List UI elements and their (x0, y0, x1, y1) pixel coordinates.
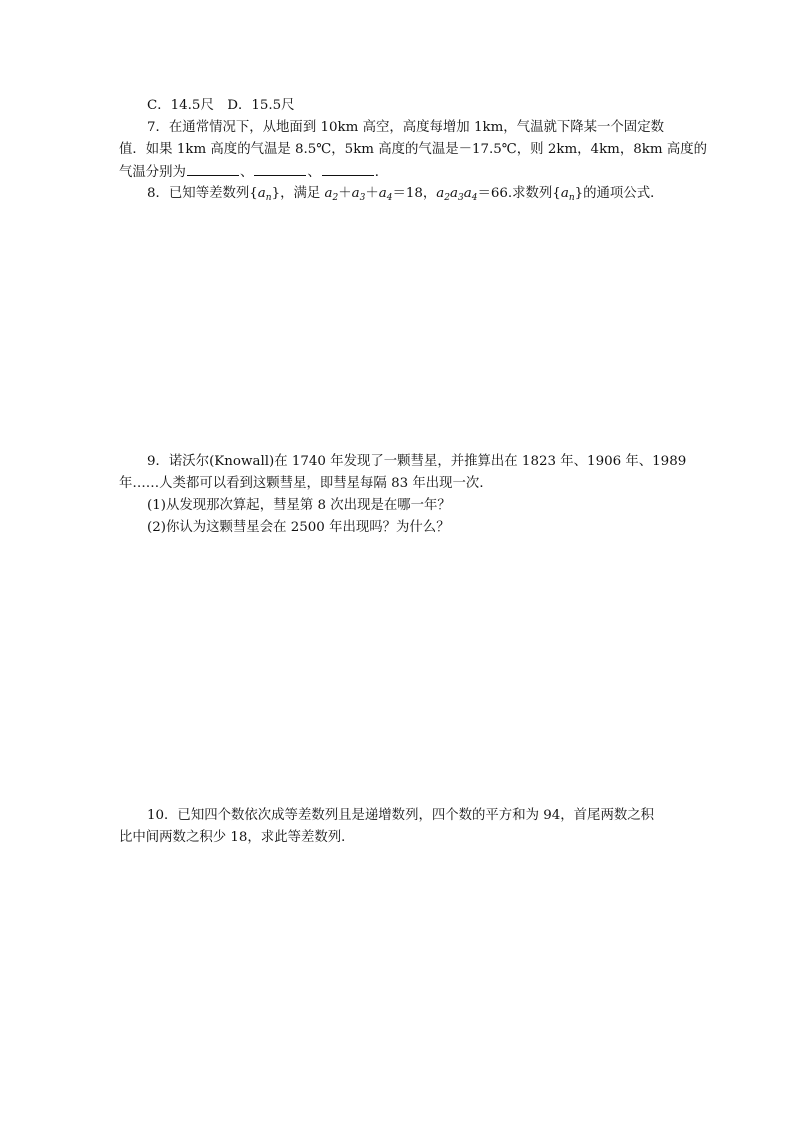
q8-mid: }，满足 (271, 186, 325, 201)
q7-line-1: 7．在通常情况下，从地面到 10km 高空，高度每增加 1km，气温就下降某一个固定数 (147, 120, 664, 135)
q8-prefix: 8．已知等差数列{ (147, 186, 258, 201)
sub-n: n (568, 193, 575, 203)
sub-4: 4 (386, 193, 393, 203)
q10-line-2: 比中间两数之积少 18，求此等差数列． (119, 830, 355, 845)
sub-3: 3 (359, 193, 366, 203)
q8-suffix: }的通项公式． (574, 186, 664, 201)
q6-options-cd: C．14.5尺 D．15.5尺 (147, 98, 295, 113)
plus-sign: ＋ (365, 186, 379, 201)
sub-2: 2 (332, 193, 339, 203)
answer-blank-2 (254, 162, 306, 176)
var-a: a (351, 186, 360, 201)
var-a: a (450, 186, 458, 201)
var-a: a (463, 186, 472, 201)
separator-1: 、 (239, 165, 254, 180)
q9-part-2: (2)你认为这颗彗星会在 2500 年出现吗？为什么？ (147, 520, 450, 535)
q10-line-1: 10．已知四个数依次成等差数列且是递增数列，四个数的平方和为 94，首尾两数之积 (147, 808, 655, 823)
sub-3: 3 (457, 193, 464, 203)
var-a: a (560, 186, 569, 201)
q9-part-1: (1)从发现那次算起，彗星第 8 次出现是在哪一年？ (147, 498, 451, 513)
answer-blank-3 (322, 162, 374, 176)
q8-eq18: ＝18， (392, 186, 437, 201)
q7-line-2: 值．如果 1km 高度的气温是 8.5℃，5km 高度的气温是－17.5℃，则 2km，4km，8km 高度的 (119, 142, 708, 157)
sub-4: 4 (471, 193, 478, 203)
q9-line-1: 9．诺沃尔(Knowall)在 1740 年发现了一颗彗星，并推算出在 1823 年、1906 年、1989 (147, 454, 687, 469)
answer-blank-1 (187, 162, 239, 176)
q9-line-2: 年……人类都可以看到这颗彗星，即彗星每隔 83 年出现一次． (119, 476, 493, 491)
sub-2: 2 (444, 193, 450, 203)
q7-line-3 (119, 162, 388, 183)
sub-n: n (265, 193, 272, 203)
var-a: a (436, 186, 445, 201)
var-a: a (378, 186, 387, 201)
q7-line-3-prefix: 气温分别为 (119, 165, 186, 180)
plus-sign: ＋ (338, 186, 352, 201)
separator-2: 、 (307, 165, 321, 180)
var-a: a (324, 186, 333, 201)
q7-end: ． (374, 165, 389, 180)
var-a: a (257, 186, 266, 201)
q8-eq66: ＝66.求数列{ (477, 186, 561, 201)
q8-line (147, 184, 663, 208)
